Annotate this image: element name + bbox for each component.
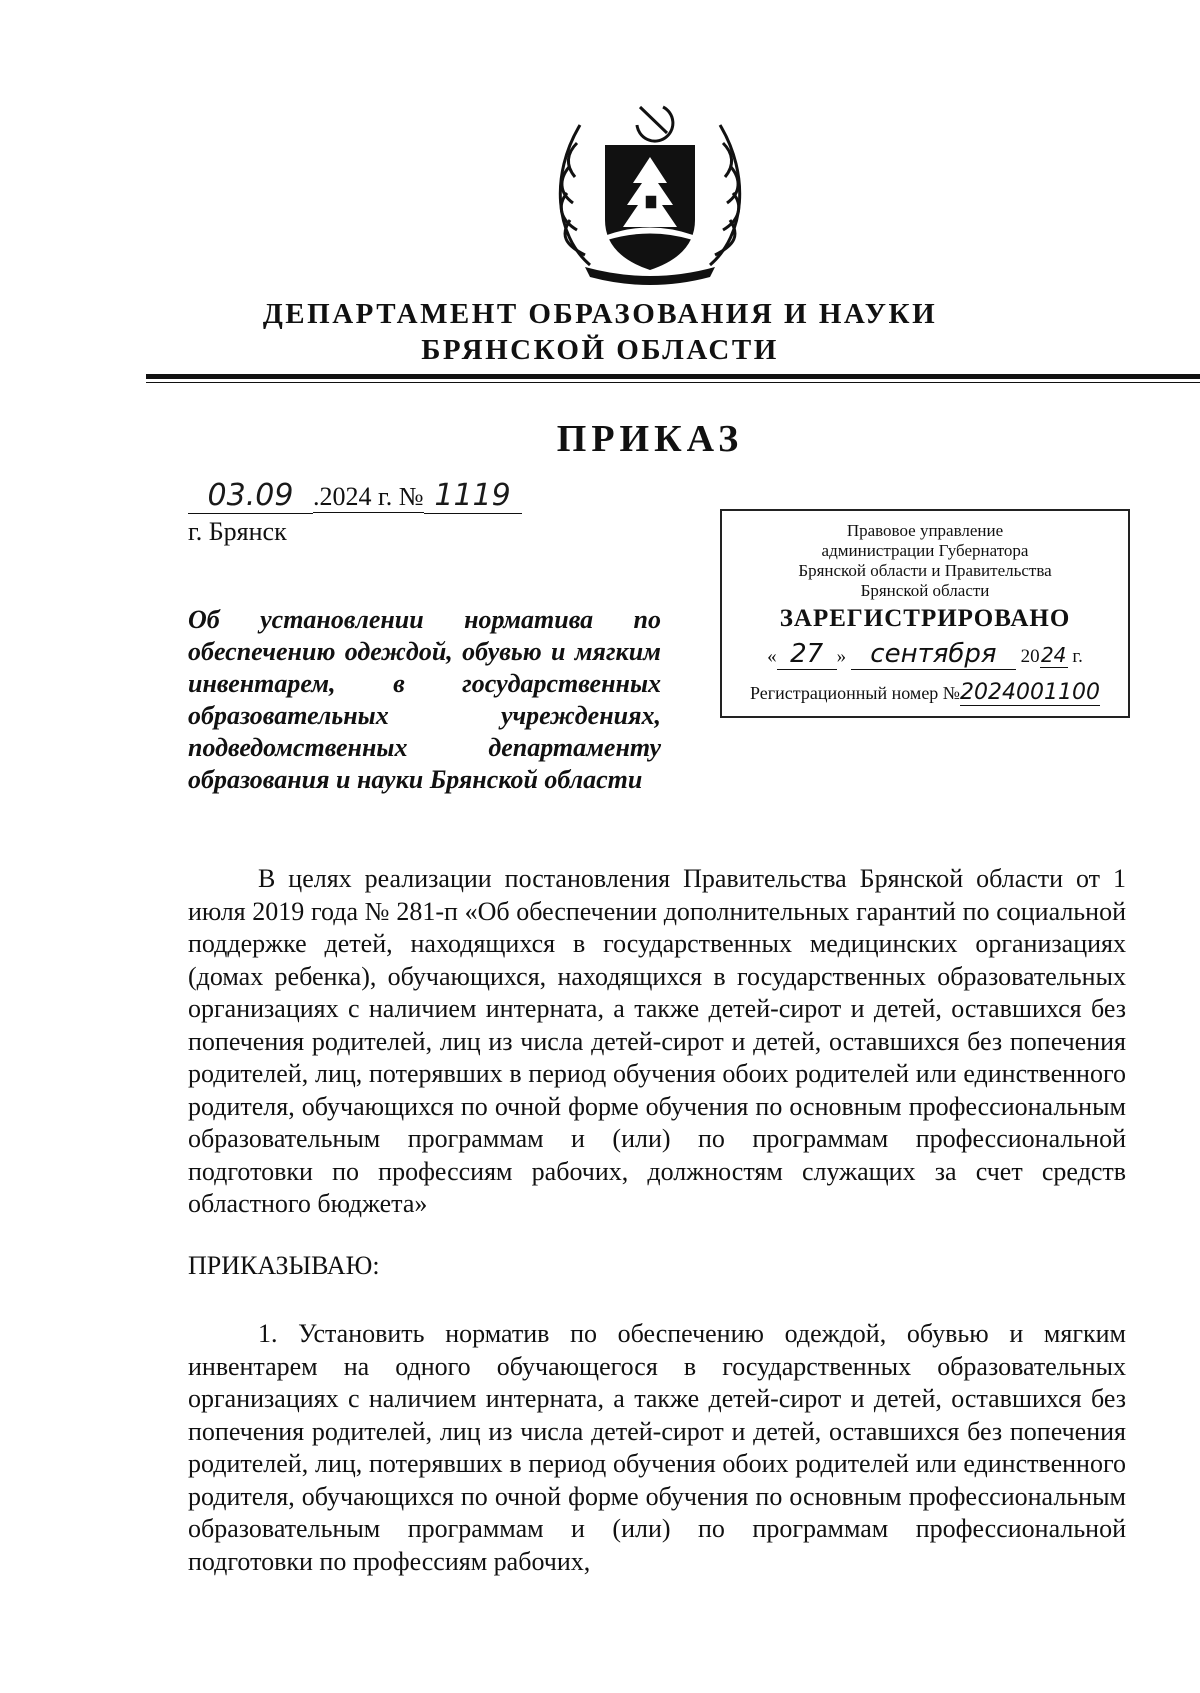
stamp-month: сентября xyxy=(851,639,1016,670)
department-name-line1: ДЕПАРТАМЕНТ ОБРАЗОВАНИЯ И НАУКИ xyxy=(262,298,938,330)
order-keyword: ПРИКАЗЫВАЮ: xyxy=(188,1251,380,1280)
stamp-reg-label: Регистрационный номер № xyxy=(750,683,960,703)
stamp-year-prefix: 20 xyxy=(1020,646,1040,667)
stamp-line3: Брянской области и Правительства xyxy=(798,561,1052,580)
stamp-day: 27 xyxy=(777,639,837,670)
header-divider-thin xyxy=(146,382,1200,383)
document-subject: Об установлении норматива по обеспечению одеждой, обувью и мягким инвентарем, в государственных образовательных учреждениях, подведомственных департаменту образования и науки Брянской области xyxy=(188,605,661,794)
body-paragraph-1: В целях реализации постановления Правительства Брянской области от 1 июля 2019 года № 281-п «Об обеспечении дополнительных гарантий по социальной поддержке детей, находящихся в государственных медицинских организациях (домах ребенка), обучающихся, находящихся в государственных образовательных организациях с наличием интерната, а также детей-сирот и детей, оставшихся без попечения родителей, лиц из числа детей-сирот и детей, оставшихся без попечения родителей, лиц, потерявших в период обучения обоих родителей или единственного родителя, обучающихся по очной форме обучения по основным профессиональным образовательным программам и (или) по программам профессиональной подготовки по профессиям рабочих, должностям служащих за счет средств областного бюджета» xyxy=(188,864,1126,1218)
department-name-line2: БРЯНСКОЙ ОБЛАСТИ xyxy=(421,334,779,366)
stamp-line2: администрации Губернатора xyxy=(821,541,1029,560)
stamp-reg-number xyxy=(722,680,1128,706)
body-paragraph-2: 1. Установить норматив по обеспечению одеждой, обувью и мягким инвентарем на одного обучающегося в государственных образовательных организациях с наличием интерната, а также детей-сирот и детей, оставшихся без попечения родителей, лиц из числа детей-сирот и детей, оставшихся без попечения родителей, лиц, потерявших в период обучения обоих родителей или единственного родителя, обучающихся по очной форме обучения по основным профессиональным образовательным программам и (или) по программам профессиональной подготовки по профессиям рабочих, xyxy=(188,1319,1126,1576)
handwritten-date: 03.09 xyxy=(188,478,313,514)
stamp-registered: ЗАРЕГИСТРИРОВАНО xyxy=(779,605,1071,632)
stamp-year-suffix: г. xyxy=(1072,646,1083,667)
document-title: ПРИКАЗ xyxy=(556,418,744,460)
stamp-line1: Правовое управление xyxy=(846,521,1004,540)
stamp-reg-value: 2024001100 xyxy=(959,680,1100,705)
city-label: г. Брянск xyxy=(188,517,287,546)
date-year-label: .2024 г. № xyxy=(313,482,424,511)
document-date-number xyxy=(188,478,522,514)
header-divider xyxy=(146,374,1200,379)
stamp-date: « 27 » сентября 2024 г. xyxy=(767,639,1083,669)
stamp-year: 24 xyxy=(1040,643,1067,667)
coat-of-arms-emblem xyxy=(545,95,755,285)
handwritten-order-number: 1119 xyxy=(424,478,522,514)
stamp-line4: Брянской области xyxy=(860,581,990,600)
registration-stamp xyxy=(720,509,1130,718)
